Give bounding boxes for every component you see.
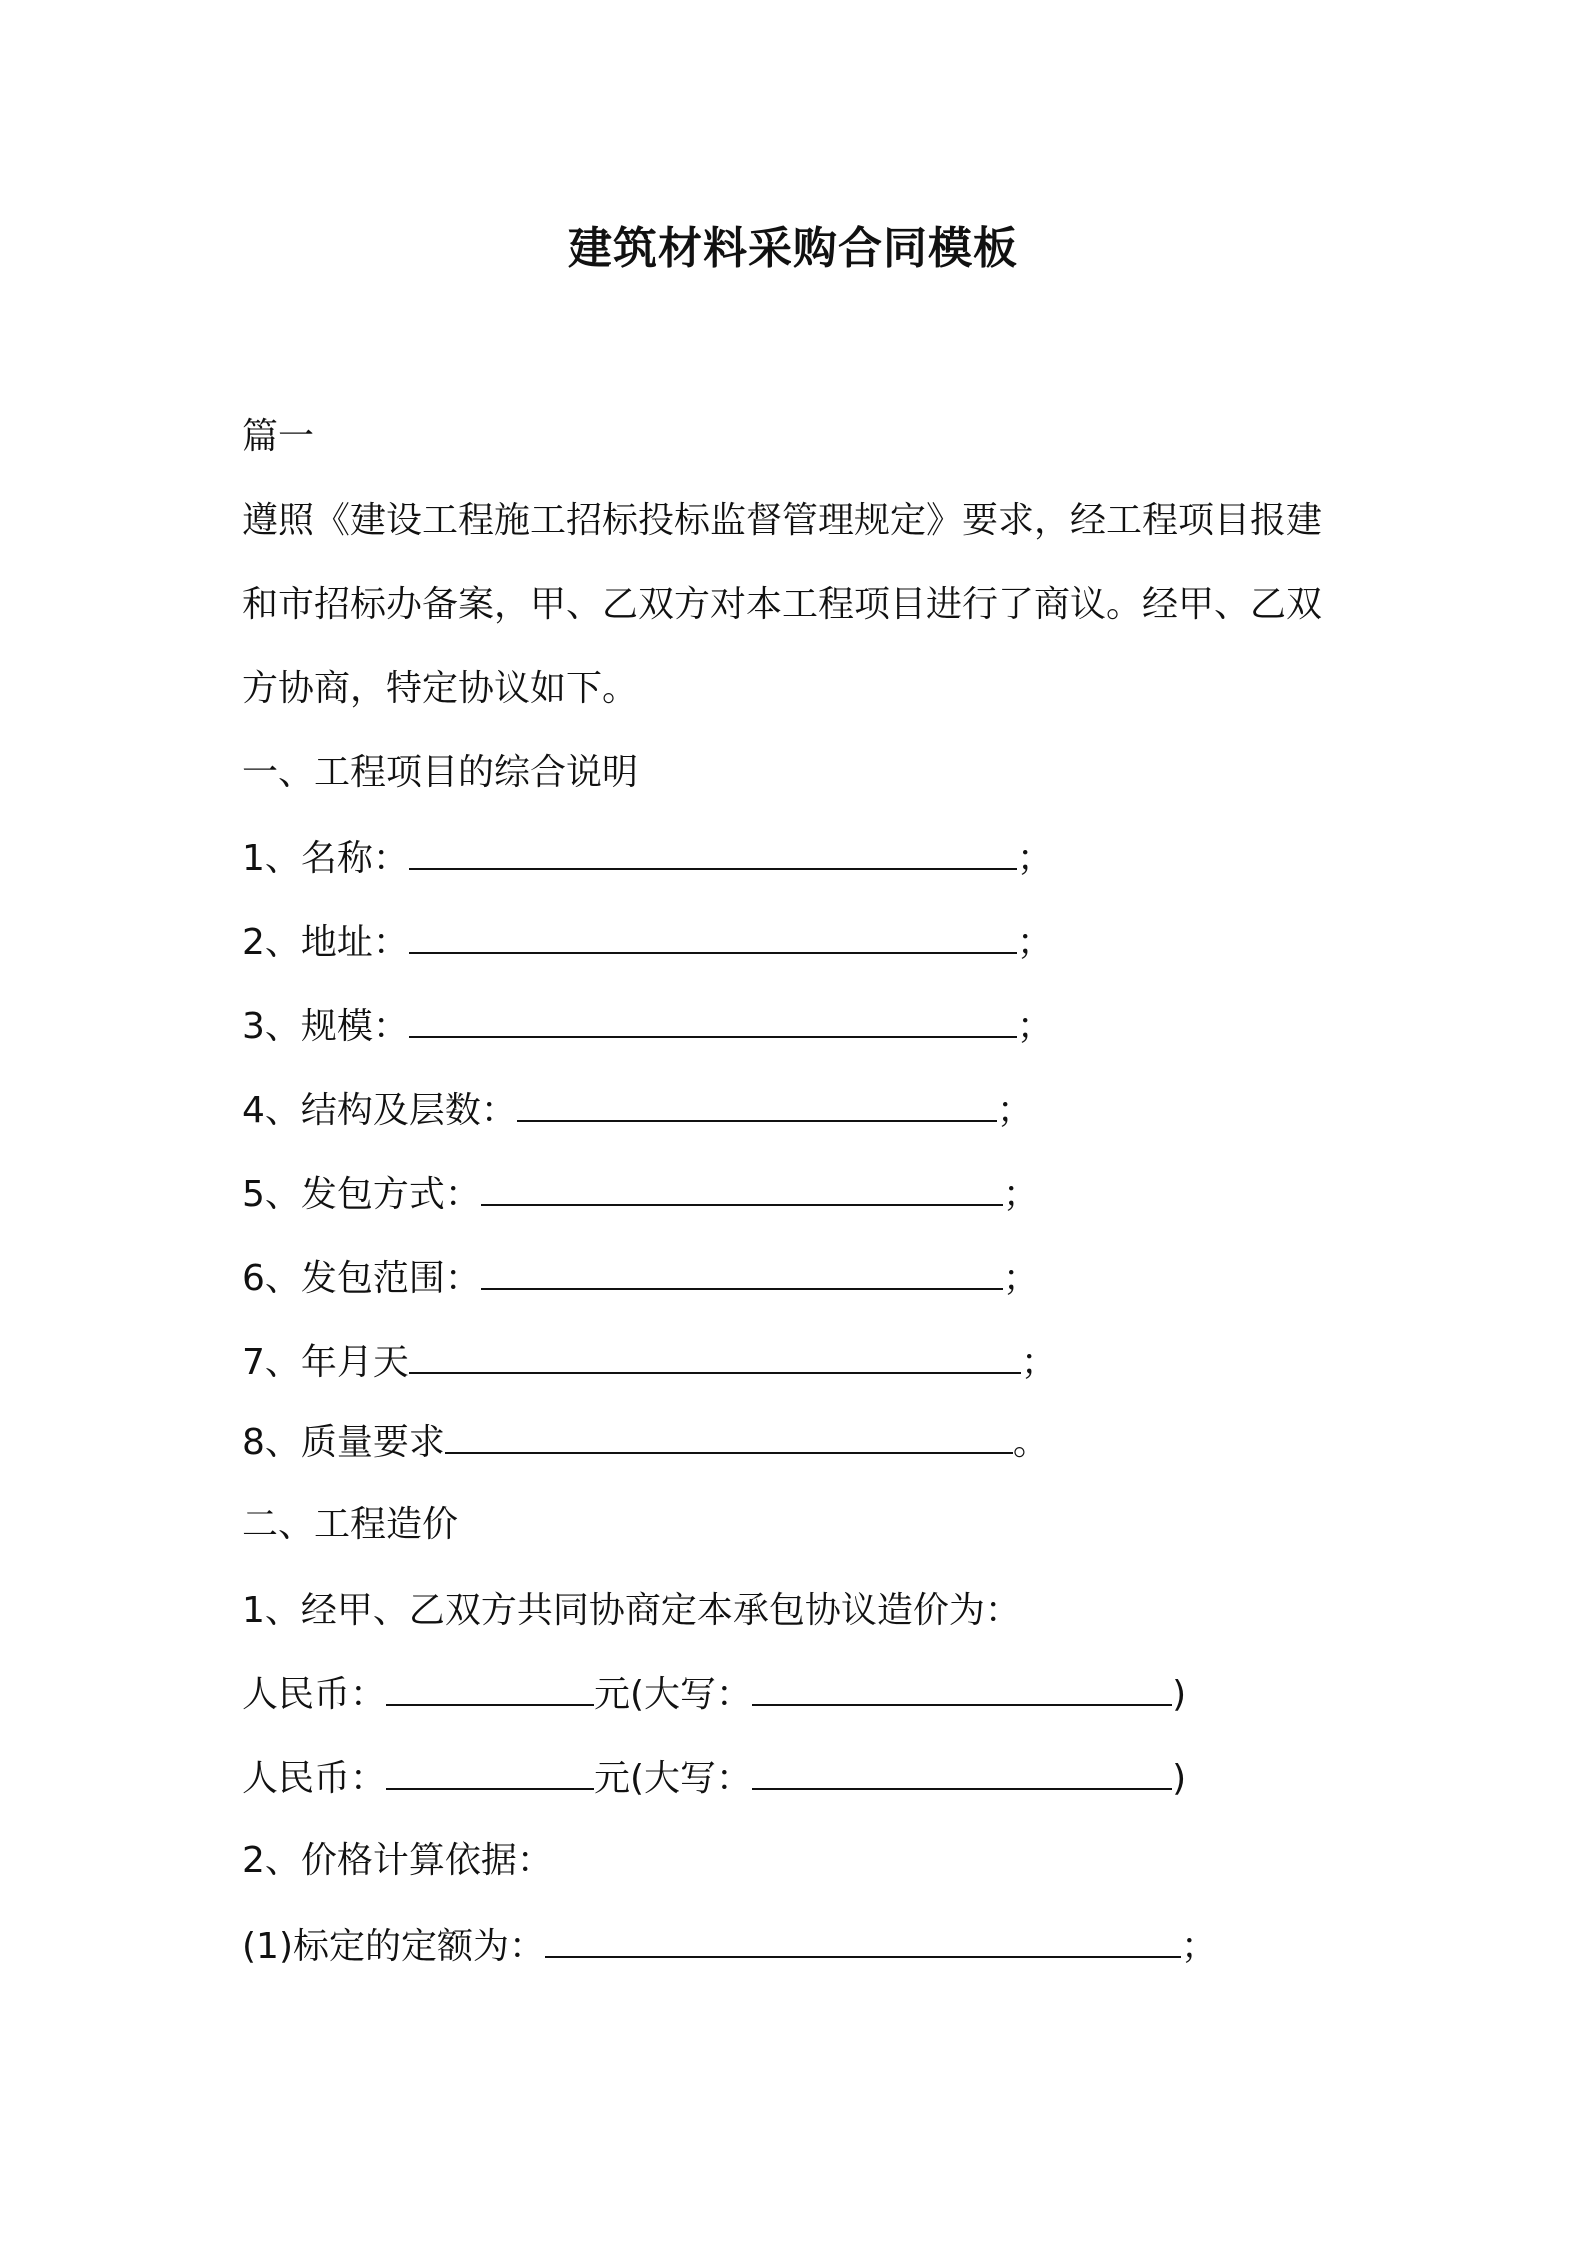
field-end: ； bbox=[1016, 838, 1053, 879]
field-row-address bbox=[242, 918, 1053, 968]
field-end: ； bbox=[1016, 1006, 1053, 1047]
rmb-label: 人民币： bbox=[242, 1674, 387, 1715]
rmb-unit: 元(大写： bbox=[594, 1758, 753, 1799]
field-row-name bbox=[242, 834, 1053, 884]
field-row-duration bbox=[242, 1338, 1057, 1388]
field-label: 7、年月天 bbox=[242, 1342, 409, 1383]
field-end: ； bbox=[1016, 922, 1053, 963]
rmb-row-1 bbox=[242, 1670, 1186, 1720]
rmb-label: 人民币： bbox=[242, 1758, 387, 1799]
quota-end: ； bbox=[1181, 1926, 1218, 1967]
rmb-row-2 bbox=[242, 1754, 1186, 1804]
field-end: ； bbox=[996, 1090, 1033, 1131]
field-label: 8、质量要求 bbox=[242, 1422, 445, 1463]
intro-line-2: 和市招标办备案，甲、乙双方对本工程项目进行了商议。经甲、乙双 bbox=[242, 584, 1323, 625]
field-label: 1、名称： bbox=[242, 838, 409, 879]
field-end: ； bbox=[1020, 1342, 1057, 1383]
price-basis-line: 2、价格计算依据： bbox=[242, 1840, 553, 1881]
fill-in-blank[interactable] bbox=[545, 1922, 1181, 1958]
amount-blank[interactable] bbox=[386, 1754, 594, 1790]
section2-heading: 二、工程造价 bbox=[242, 1504, 459, 1545]
field-label: 5、发包方式： bbox=[242, 1174, 481, 1215]
quota-row bbox=[242, 1922, 1217, 1972]
rmb-unit: 元(大写： bbox=[594, 1674, 753, 1715]
field-end: 。 bbox=[1012, 1422, 1049, 1463]
price-agreement-line: 1、经甲、乙双方共同协商定本承包协议造价为： bbox=[242, 1590, 1021, 1631]
amount-in-words-blank[interactable] bbox=[752, 1670, 1172, 1706]
fill-in-blank[interactable] bbox=[481, 1254, 1003, 1290]
fill-in-blank[interactable] bbox=[409, 834, 1017, 870]
amount-blank[interactable] bbox=[386, 1670, 594, 1706]
field-end: ； bbox=[1002, 1174, 1039, 1215]
intro-line-1: 遵照《建设工程施工招标投标监督管理规定》要求，经工程项目报建 bbox=[242, 500, 1323, 541]
document-title: 建筑材料采购合同模板 bbox=[568, 223, 1018, 274]
field-row-quality bbox=[242, 1418, 1049, 1468]
quota-label: (1)标定的定额为： bbox=[242, 1926, 545, 1967]
fill-in-blank[interactable] bbox=[409, 1002, 1017, 1038]
field-label: 2、地址： bbox=[242, 922, 409, 963]
fill-in-blank[interactable] bbox=[445, 1418, 1013, 1454]
field-row-contract-method bbox=[242, 1170, 1039, 1220]
amount-in-words-blank[interactable] bbox=[752, 1754, 1172, 1790]
field-label: 6、发包范围： bbox=[242, 1258, 481, 1299]
part-label: 篇一 bbox=[242, 416, 315, 457]
field-label: 3、规模： bbox=[242, 1006, 409, 1047]
rmb-end: ) bbox=[1172, 1674, 1187, 1715]
field-row-structure bbox=[242, 1086, 1033, 1136]
field-end: ； bbox=[1002, 1258, 1039, 1299]
fill-in-blank[interactable] bbox=[409, 1338, 1021, 1374]
fill-in-blank[interactable] bbox=[409, 918, 1017, 954]
rmb-end: ) bbox=[1172, 1758, 1187, 1799]
section1-heading: 一、工程项目的综合说明 bbox=[242, 752, 639, 793]
fill-in-blank[interactable] bbox=[517, 1086, 997, 1122]
field-row-contract-scope bbox=[242, 1254, 1039, 1304]
intro-line-3: 方协商，特定协议如下。 bbox=[242, 668, 639, 709]
field-row-scale bbox=[242, 1002, 1053, 1052]
field-label: 4、结构及层数： bbox=[242, 1090, 517, 1131]
fill-in-blank[interactable] bbox=[481, 1170, 1003, 1206]
